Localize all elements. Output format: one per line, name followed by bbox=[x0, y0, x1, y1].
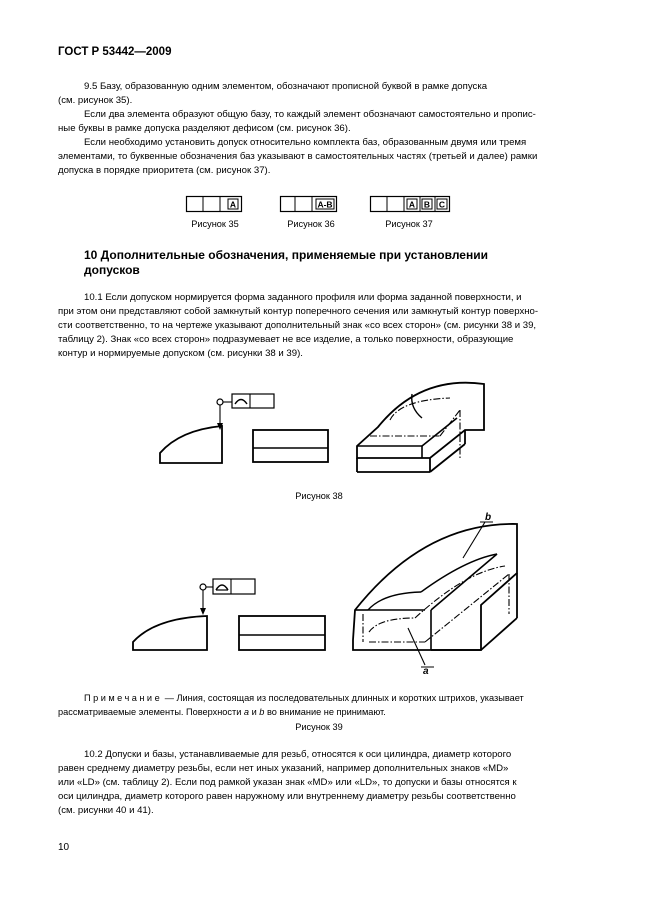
note-text: рассматриваемые элементы. Поверхности bbox=[58, 707, 244, 717]
standard-header: ГОСТ Р 53442—2009 bbox=[58, 46, 172, 58]
text-line: таблицу 2). Знак «со всех сторон» подразумевает не все изделие, а только поверхности, образующие bbox=[58, 334, 514, 345]
figure-36-frame bbox=[280, 196, 342, 214]
paragraph-common-base bbox=[58, 108, 592, 136]
paragraph-base-set bbox=[58, 136, 592, 178]
text-line: Если два элемента образуют общую базу, то каждый элемент обозначают самостоятельно и пропис- bbox=[84, 109, 536, 120]
text-line: сти соответственно, то на чертеже указывают дополнительный знак «со всех сторон» (см. рисунки 38 и 39, bbox=[58, 320, 537, 331]
text-line: оси цилиндра, диаметр которого равен наружному или внутреннему диаметру резьбы соответственно bbox=[58, 791, 516, 802]
all-around-circle bbox=[200, 584, 206, 590]
note-line-1 bbox=[58, 691, 592, 705]
note-text: во внимание не принимают. bbox=[264, 707, 386, 717]
text-line: 9.5 Базу, образованную одним элементом, обозначают прописной буквой в рамке допуска bbox=[84, 81, 488, 92]
note-italic-a: a bbox=[243, 707, 250, 717]
datum-letter-1: A bbox=[408, 199, 416, 210]
text-line: ные буквы в рамке допуска разделяют дефисом (см. рисунок 36). bbox=[58, 123, 351, 134]
section-title-line: 10 Дополнительные обозначения, применяемые при установлении bbox=[84, 248, 488, 262]
text-line: (см. рисунок 35). bbox=[58, 95, 133, 106]
surface-profile-symbol bbox=[216, 585, 228, 590]
note-italic-b: b bbox=[259, 707, 265, 717]
front-view bbox=[253, 430, 328, 462]
all-around-circle bbox=[217, 399, 223, 405]
figure-39-drawing bbox=[125, 510, 530, 682]
paragraph-10-2 bbox=[58, 748, 592, 818]
text-line: 10.2 Допуски и базы, устанавливаемые для резьб, относятся к оси цилиндра, диаметр которого bbox=[84, 749, 512, 760]
figure-36-caption: Рисунок 36 bbox=[287, 219, 335, 229]
text-line: 10.1 Если допуском нормируется форма заданного профиля или форма заданной поверхности, и bbox=[84, 292, 522, 303]
text-line: при этом они представляют собой замкнутый контур поперечного сечения или замкнутый контур поверхно- bbox=[58, 306, 539, 317]
note-label: Примечание bbox=[84, 693, 163, 703]
paragraph-10-1 bbox=[58, 291, 592, 361]
text-line: равен среднему диаметру резьбы, если нет иных указаний, например дополнительных знаков «MD» bbox=[58, 763, 509, 774]
figure-35-frame bbox=[186, 196, 246, 214]
paragraph-9-5 bbox=[58, 80, 592, 108]
figure-35-caption: Рисунок 35 bbox=[191, 219, 239, 229]
profile-outline bbox=[133, 616, 207, 650]
front-view bbox=[239, 616, 325, 650]
profile-outline bbox=[160, 426, 222, 463]
figure-37-frame bbox=[370, 196, 454, 214]
datum-letters: A-B bbox=[317, 199, 333, 210]
note-line-2 bbox=[58, 705, 592, 719]
page-number: 10 bbox=[58, 842, 70, 853]
note-text: — Линия, состоящая из последовательных длинных и коротких штрихов, указывает bbox=[162, 693, 524, 703]
figure-39-caption: Рисунок 39 bbox=[295, 722, 343, 732]
isometric-body bbox=[353, 524, 517, 650]
note-text: и bbox=[249, 707, 260, 717]
surface-labels bbox=[421, 512, 493, 677]
datum-letter-2: B bbox=[423, 199, 431, 210]
note bbox=[58, 691, 592, 719]
text-line: контур и нормируемые допуском (см. рисунки 38 и 39). bbox=[58, 348, 303, 359]
text-line: элементами, то буквенные обозначения баз указывают в самостоятельных частях (третьей и далее) рамки bbox=[58, 151, 538, 162]
figure-37-caption: Рисунок 37 bbox=[385, 219, 433, 229]
datum-letter-3: C bbox=[438, 199, 446, 210]
profile-symbol bbox=[235, 400, 247, 405]
text-line: (см. рисунки 40 и 41). bbox=[58, 805, 154, 816]
figure-38-drawing bbox=[150, 370, 495, 485]
text-line: Если необходимо установить допуск относительно комплекта баз, образованным двумя или тремя bbox=[84, 137, 527, 148]
figure-38-caption: Рисунок 38 bbox=[295, 491, 343, 501]
datum-letter: A bbox=[229, 199, 237, 210]
text-line: допуска в порядке приоритета (см. рисунок 37). bbox=[58, 165, 271, 176]
text-line: или «LD» (см. таблицу 2). Если под рамкой указан знак «MD» или «LD», то допуски и базы относятся к bbox=[58, 777, 517, 788]
label-b: b bbox=[485, 512, 492, 523]
section-title bbox=[84, 248, 564, 278]
section-title-line: допусков bbox=[84, 263, 140, 277]
label-a: a bbox=[423, 666, 429, 677]
